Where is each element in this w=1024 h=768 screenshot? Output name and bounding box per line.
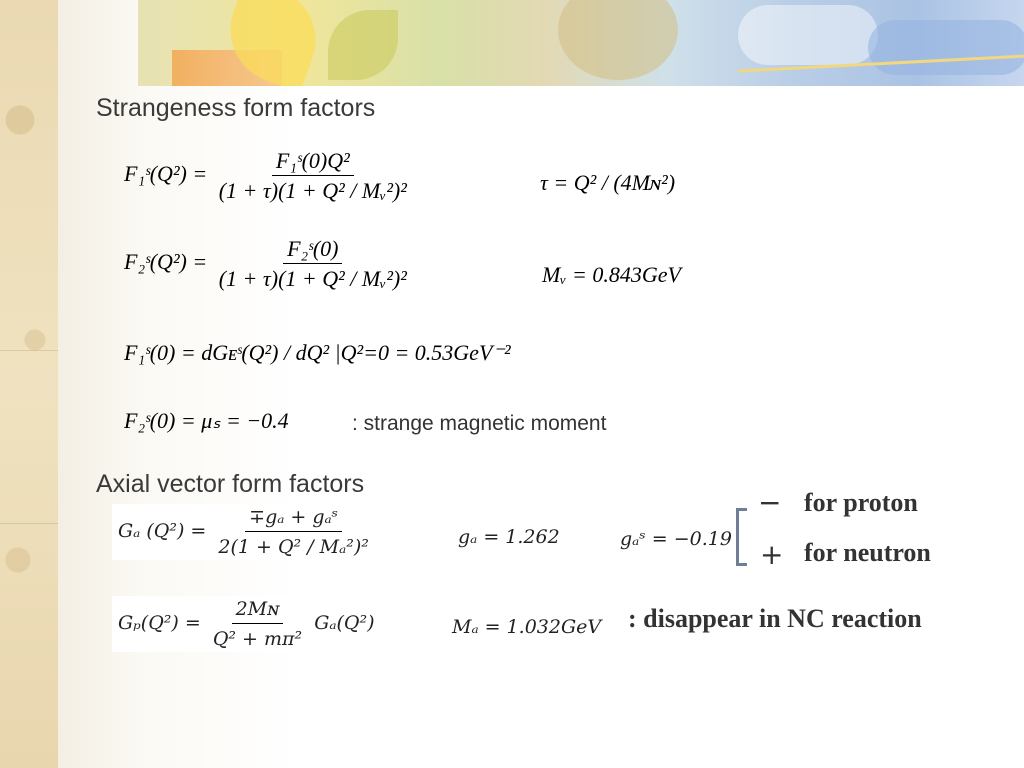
cloud-shape <box>738 5 878 65</box>
bracket-decoration <box>736 508 747 566</box>
equation-gp-denominator: Q² + mπ² <box>212 628 303 650</box>
note-disappear-nc: : disappear in NC reaction <box>628 604 922 633</box>
note-strange-magnetic-moment: : strange magnetic moment <box>352 412 607 435</box>
equation-ga-denominator: 2(1 + Q² / Mₐ²)² <box>218 536 369 558</box>
equation-gas-value: gₐˢ = −0.19 <box>620 528 732 550</box>
equation-gp-fraction <box>209 598 306 650</box>
label-for-neutron: for neutron <box>804 538 931 567</box>
equation-f2s-denominator: (1 + τ)(1 + Q² / Mᵥ²)² <box>218 266 407 291</box>
equation-gp-numerator: 2Mɴ <box>232 598 284 624</box>
equation-mv: Mᵥ = 0.843GeV <box>542 262 681 287</box>
decorative-paper-strip <box>0 0 58 768</box>
cloud-shape <box>868 20 1024 75</box>
equation-ga <box>112 504 381 560</box>
equation-f1s-denominator: (1 + τ)(1 + Q² / Mᵥ²)² <box>218 178 407 203</box>
equation-ga-lhs: Gₐ (Q²) = <box>118 520 207 542</box>
equation-f2s <box>124 238 413 290</box>
equation-f1s-fraction <box>215 150 411 202</box>
label-for-proton: for proton <box>804 488 918 517</box>
equation-f1s-numerator: F₁ˢ(0)Q² <box>272 150 354 176</box>
leaf-shape <box>558 0 678 80</box>
heading-strangeness: Strangeness form factors <box>96 94 376 122</box>
equation-f1s <box>124 150 413 202</box>
equation-gp-rhs: Gₐ(Q²) <box>314 612 375 634</box>
equation-f1s-zero: F₁ˢ(0) = dGᴇˢ(Q²) / dQ² |Q²=0 = 0.53GeV⁻² <box>124 340 511 365</box>
equation-ma-value: Mₐ = 1.032GeV <box>452 616 602 638</box>
equation-ga-fraction <box>214 506 373 558</box>
decorative-top-banner <box>138 0 1024 86</box>
equation-ga-value: gₐ = 1.262 <box>458 526 560 548</box>
equation-f2s-numerator: F₂ˢ(0) <box>283 238 342 264</box>
equation-f2s-zero: F₂ˢ(0) = μₛ = −0.4 <box>124 408 289 433</box>
equation-f2s-lhs: F₂ˢ(Q²) = <box>124 249 208 275</box>
equation-tau: τ = Q² / (4Mɴ²) <box>540 170 676 195</box>
equation-f2s-fraction <box>215 238 411 290</box>
heading-axial: Axial vector form factors <box>96 470 365 498</box>
plus-sign: + <box>760 538 784 571</box>
equation-f1s-lhs: F₁ˢ(Q²) = <box>124 161 208 187</box>
equation-ga-numerator: ∓gₐ + gₐˢ <box>245 506 342 532</box>
equation-gp <box>112 596 381 652</box>
equation-gp-lhs: Gₚ(Q²) = <box>118 612 201 634</box>
minus-sign: − <box>758 486 782 519</box>
leaf-shape <box>328 10 398 80</box>
